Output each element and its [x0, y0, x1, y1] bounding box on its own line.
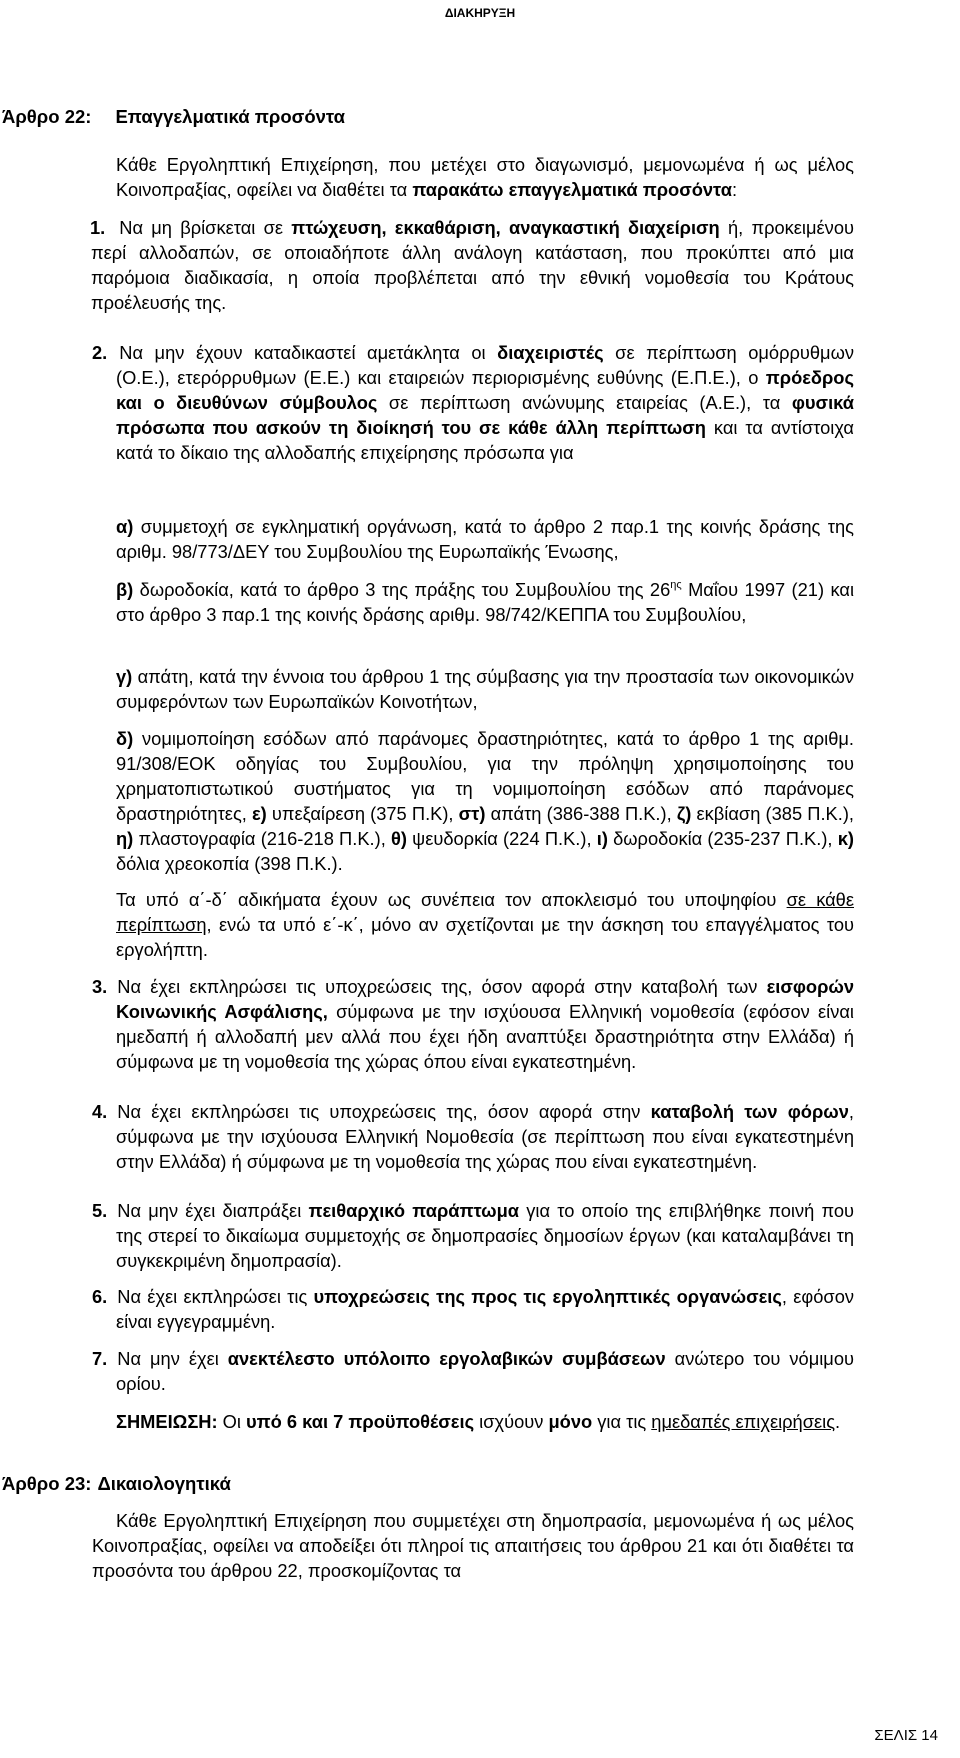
requirement-5: 5. Να μην έχει διαπράξει πειθαρχικό παράπτωμα για το οποίο της επιβλήθηκε ποινή που της στερεί το δικαίωμα συμμετοχής σε δημοπρασίες δημοσίων έργων (και καταλαμβάνει τη συγκεκριμένη δημοπρασία). [92, 1200, 854, 1271]
requirement-4-number: 4. [92, 1101, 108, 1122]
article-22-heading [2, 104, 345, 129]
offence-a: α) συμμετοχή σε εγκληματική οργάνωση, κατά το άρθρο 2 παρ.1 της κοινής δράσης της αριθμ. 98/773/ΔΕΥ του Συμβουλίου της Ευρωπαϊκής Ένωσης, [116, 516, 854, 562]
requirement-3-number: 3. [92, 976, 108, 997]
requirement-1: 1. Να μη βρίσκεται σε πτώχευση, εκκαθάριση, αναγκαστική διαχείριση ή, προκειμένου περί αλλοδαπών, σε οποιαδήποτε άλλη ανάλογη κατάσταση, που προκύπτει από μια παρόμοια διαδικασία, η οποία προβλέπεται από την εθνική νομοθεσία του Κράτους προέλευσής της. [90, 217, 854, 313]
requirement-1-number: 1. [90, 217, 106, 238]
article-22-title: Επαγγελματικά προσόντα [115, 106, 346, 127]
note-label: ΣΗΜΕΙΩΣΗ: [116, 1411, 218, 1432]
offence-c: γ) απάτη, κατά την έννοια του άρθρου 1 της σύμβασης για την προστασία των οικονομικών συμφερόντων των Ευρωπαϊκών Κοινοτήτων, [116, 666, 854, 712]
requirement-2-number: 2. [92, 342, 108, 363]
offence-consequence: Τα υπό α΄-δ΄ αδικήματα έχουν ως συνέπεια τον αποκλεισμό του υποψηφίου σε κάθε περίπτωση, ενώ τα υπό ε΄-κ΄, μόνο αν σχετίζονται με την άσκηση του επαγγέλματος του εργολήπτη. [116, 889, 854, 960]
requirement-3: 3. Να έχει εκπληρώσει τις υποχρεώσεις της, όσον αφορά στην καταβολή των εισφορών Κοινωνικής Ασφάλισης, σύμφωνα με την ισχύουσα Ελληνική νομοθεσία (εφόσον είναι ημεδαπή ή αλλοδαπή μεν αλλά που έχει ήδη αναπτύξει δραστηριότητα στην Ελλάδα) ή σύμφωνα με τη νομοθεσία της χώρας όπου είναι εγκατεστημένη. [92, 976, 854, 1072]
requirement-6: 6. Να έχει εκπληρώσει τις υποχρεώσεις της προς τις εργοληπτικές οργανώσεις, εφόσον είναι εγγεγραμμένη. [92, 1286, 854, 1332]
article-23-label: Άρθρο 23: [2, 1473, 92, 1494]
page-number: ΣΕΛΙΣ 14 [874, 1727, 938, 1744]
article-22-intro: Κάθε Εργοληπτική Επιχείρηση, που μετέχει στο διαγωνισμό, μεμονωμένα ή ως μέλος Κοινοπραξίας, οφείλει να διαθέτει τα παρακάτω επαγγελματικά προσόντα: [116, 154, 854, 200]
note: ΣΗΜΕΙΩΣΗ: Οι υπό 6 και 7 προϋποθέσεις ισχύουν μόνο για τις ημεδαπές επιχειρήσεις. [116, 1411, 841, 1432]
article-22-label: Άρθρο 22: [2, 106, 92, 127]
requirement-2: 2. Να μην έχουν καταδικαστεί αμετάκλητα οι διαχειριστές σε περίπτωση ομόρρυθμων (Ο.Ε.), ετερόρρυθμων (Ε.Ε.) και εταιρειών περιορισμένης ευθύνης (Ε.Π.Ε.), ο πρόεδρος και ο διευθύνων σύμβουλος σε περίπτωση ανώνυμης εταιρείας (Α.Ε.), τα φυσικά πρόσωπα που ασκούν τη διοίκησή του σε κάθε άλλη περίπτωση και τα αντίστοιχα κατά το δίκαιο της αλλοδαπής επιχείρησης πρόσωπα για [92, 342, 854, 463]
requirement-5-number: 5. [92, 1200, 108, 1221]
offence-b: β) δωροδοκία, κατά το άρθρο 3 της πράξης του Συμβουλίου της $26^{\eta\varsigma}$ Μαΐου 1997 (21) και στο άρθρο 3 παρ.1 της κοινής δράσης αριθμ. 98/742/ΚΕΠΠΑ του Συμβουλίου, [116, 579, 854, 625]
article-23-body: Κάθε Εργοληπτική Επιχείρηση που συμμετέχει στη δημοπρασία, μεμονωμένα ή ως μέλος Κοινοπραξίας, οφείλει να αποδείξει ότι πληροί τις απαιτήσεις του άρθρου 21 και ότι διαθέτει τα προσόντα του άρθρου 22, προσκομίζοντας τα [92, 1510, 854, 1581]
article-23-title: Δικαιολογητικά [97, 1473, 231, 1494]
offence-d-to-k: δ) νομιμοποίηση εσόδων από παράνομες δραστηριότητες, κατά το άρθρο 1 της αριθμ. 91/308/ΕΟΚ οδηγίας του Συμβουλίου, για την πρόληψη χρησιμοποίησης του χρηματοπιστωτικού συστήματος για τη νομιμοποίηση εσόδων από παράνομες δραστηριότητες, ε) υπεξαίρεση (375 Π.Κ), στ) απάτη (386-388 Π.Κ.), ζ) εκβίαση (385 Π.Κ.), η) πλαστογραφία (216-218 Π.Κ.), θ) ψευδορκία (224 Π.Κ.), ι) δωροδοκία (235-237 Π.Κ.), κ) δόλια χρεοκοπία (398 Π.Κ.). [116, 728, 854, 874]
document-header: ΔΙΑΚΗΡΥΞΗ [444, 6, 516, 20]
requirement-7: 7. Να μην έχει ανεκτέλεστο υπόλοιπο εργολαβικών συμβάσεων ανώτερο του νόμιμου ορίου. [92, 1348, 854, 1394]
requirement-7-number: 7. [92, 1348, 108, 1369]
article-23-heading [2, 1471, 231, 1496]
requirement-4: 4. Να έχει εκπληρώσει τις υποχρεώσεις της, όσον αφορά στην καταβολή των φόρων, σύμφωνα με την ισχύουσα Ελληνική Νομοθεσία (σε περίπτωση που είναι εγκατεστημένη στην Ελλάδα) ή σύμφωνα με τη νομοθεσία της χώρας που είναι εγκατεστημένη. [92, 1101, 854, 1172]
requirement-6-number: 6. [92, 1286, 108, 1307]
